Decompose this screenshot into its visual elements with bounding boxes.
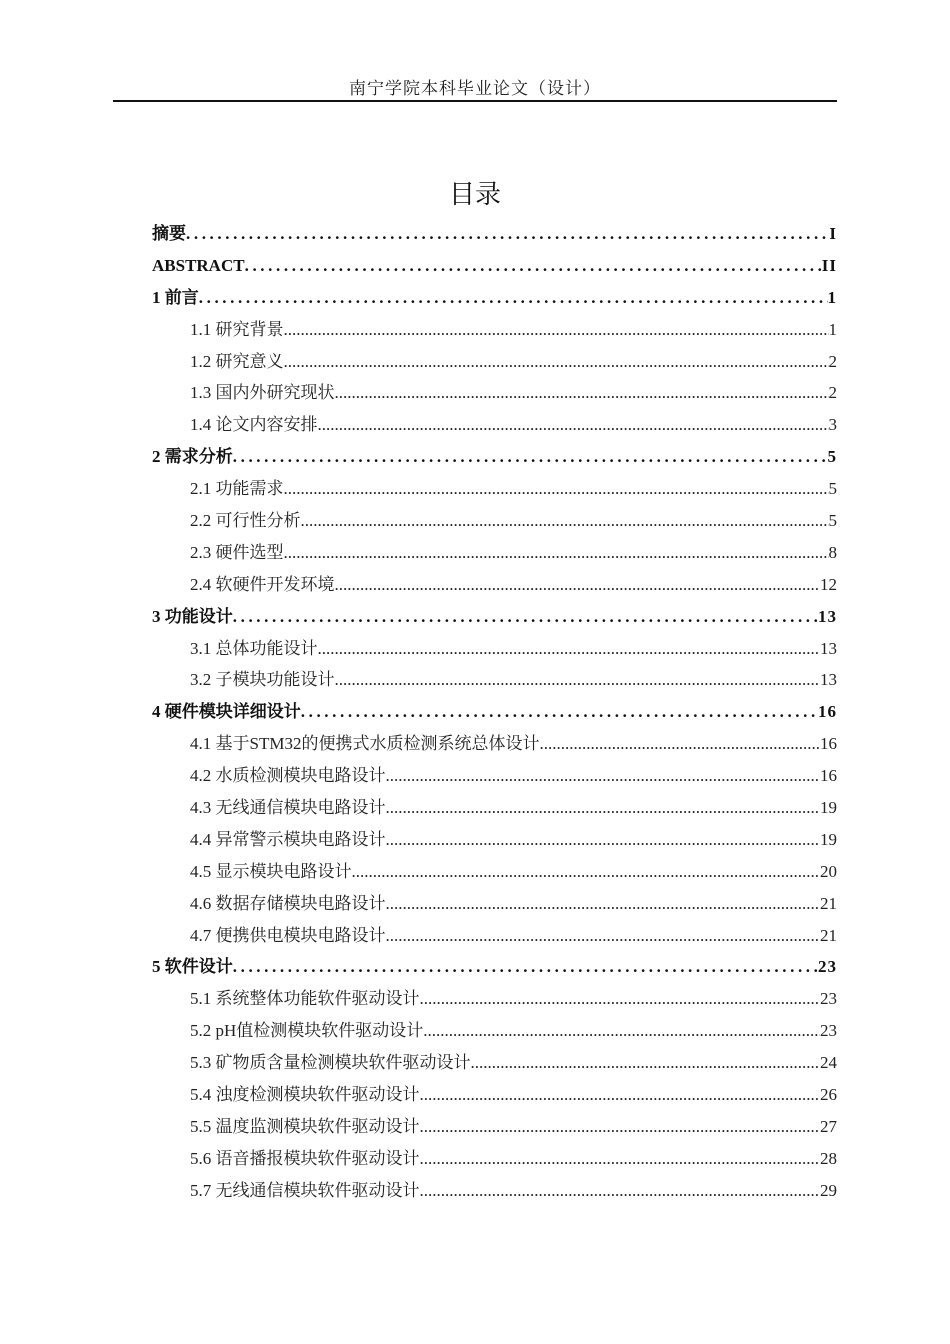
toc-dot-leader — [386, 824, 821, 856]
toc-dot-leader — [352, 856, 821, 888]
toc-page-number: 3 — [828, 415, 837, 435]
toc-dot-leader — [386, 760, 821, 792]
toc-page-number: 27 — [820, 1116, 837, 1136]
toc-page-number: 2 — [828, 351, 837, 371]
toc-section-entry[interactable] — [152, 824, 837, 856]
toc-page-number: 13 — [820, 670, 837, 690]
toc-page-number: 5 — [827, 447, 837, 467]
toc-page-number: 13 — [820, 638, 837, 658]
toc-section-entry[interactable] — [152, 409, 837, 441]
toc-page-number: 28 — [820, 1148, 837, 1168]
toc-section-entry[interactable] — [152, 856, 837, 888]
toc-entry-label: 5.4 浊度检测模块软件驱动设计 — [190, 1085, 420, 1105]
toc-page-number: 1 — [828, 319, 837, 339]
toc-section-entry[interactable] — [152, 473, 837, 505]
toc-dot-leader — [199, 282, 828, 314]
toc-section-entry[interactable] — [152, 1047, 837, 1079]
toc-section-entry[interactable] — [152, 314, 837, 346]
toc-entry-label: 1.1 研究背景 — [190, 319, 284, 339]
toc-section-entry[interactable] — [152, 888, 837, 920]
toc-dot-leader — [335, 664, 821, 696]
toc-dot-leader — [420, 1079, 821, 1111]
toc-dot-leader — [420, 1111, 821, 1143]
toc-section-entry[interactable] — [152, 1079, 837, 1111]
toc-page-number: 19 — [820, 829, 837, 849]
toc-page-number: 21 — [820, 893, 837, 913]
toc-page-number: 23 — [820, 989, 837, 1009]
toc-page-number: 23 — [818, 957, 837, 977]
toc-page-number: 1 — [827, 287, 837, 307]
toc-section-entry[interactable] — [152, 728, 837, 760]
toc-dot-leader — [420, 1175, 821, 1207]
toc-page-number: 12 — [820, 574, 837, 594]
toc-dot-leader — [420, 1143, 821, 1175]
toc-entry-label: 5.7 无线通信模块软件驱动设计 — [190, 1180, 420, 1200]
toc-section-entry[interactable] — [152, 537, 837, 569]
toc-entry-label: 1 前言 — [152, 287, 199, 307]
toc-dot-leader — [245, 250, 822, 282]
toc-section-entry[interactable] — [152, 569, 837, 601]
toc-dot-leader — [539, 728, 820, 760]
toc-dot-leader — [233, 601, 818, 633]
toc-section-entry[interactable] — [152, 377, 837, 409]
toc-page-number: 2 — [828, 383, 837, 403]
toc-entry-label: 2.4 软硬件开发环境 — [190, 574, 335, 594]
toc-page-number: I — [829, 224, 837, 243]
toc-entry-label: 1.3 国内外研究现状 — [190, 383, 335, 403]
header-divider — [113, 100, 837, 102]
toc-chapter-entry[interactable] — [152, 601, 837, 633]
toc-dot-leader — [284, 346, 829, 378]
toc-section-entry[interactable] — [152, 983, 837, 1015]
toc-dot-leader — [301, 696, 818, 728]
toc-page-number: 21 — [820, 925, 837, 945]
toc-dot-leader — [284, 537, 829, 569]
toc-entry-label: 3 功能设计 — [152, 606, 233, 626]
toc-dot-leader — [386, 792, 821, 824]
toc-section-entry[interactable] — [152, 505, 837, 537]
toc-chapter-entry[interactable] — [152, 441, 837, 473]
toc-entry-label: 2 需求分析 — [152, 447, 233, 467]
toc-entry-label: 5.1 系统整体功能软件驱动设计 — [190, 989, 420, 1009]
toc-section-entry[interactable] — [152, 792, 837, 824]
toc-dot-leader — [301, 505, 829, 537]
toc-page-number: 16 — [820, 766, 837, 786]
toc-entry-label: 5.2 pH值检测模块软件驱动设计 — [190, 1021, 424, 1041]
toc-chapter-entry[interactable] — [152, 250, 837, 282]
toc-dot-leader — [471, 1047, 821, 1079]
toc-page-number: 23 — [820, 1021, 837, 1041]
toc-entry-label: 4.4 异常警示模块电路设计 — [190, 829, 386, 849]
toc-entry-label: 5.5 温度监测模块软件驱动设计 — [190, 1116, 420, 1136]
toc-section-entry[interactable] — [152, 633, 837, 665]
table-of-contents — [152, 218, 837, 1207]
toc-page-number: 16 — [818, 702, 837, 722]
toc-section-entry[interactable] — [152, 1175, 837, 1207]
toc-entry-label: 2.1 功能需求 — [190, 479, 284, 499]
toc-page-number: 19 — [820, 798, 837, 818]
toc-page-number: 13 — [818, 606, 837, 626]
toc-entry-label: 摘要 — [152, 224, 186, 243]
toc-dot-leader — [284, 473, 829, 505]
toc-entry-label: 5 软件设计 — [152, 957, 233, 977]
toc-entry-label: 2.3 硬件选型 — [190, 542, 284, 562]
toc-dot-leader — [186, 218, 829, 250]
toc-chapter-entry[interactable] — [152, 951, 837, 983]
toc-dot-leader — [386, 920, 821, 952]
toc-section-entry[interactable] — [152, 1143, 837, 1175]
toc-entry-label: 4.6 数据存储模块电路设计 — [190, 893, 386, 913]
toc-entry-label: 4.1 基于STM32的便携式水质检测系统总体设计 — [190, 734, 540, 754]
toc-page-number: II — [821, 255, 837, 275]
toc-dot-leader — [233, 951, 818, 983]
page-header: 南宁学院本科毕业论文（设计） — [349, 79, 601, 98]
toc-section-entry[interactable] — [152, 664, 837, 696]
toc-section-entry[interactable] — [152, 920, 837, 952]
toc-entry-label: 4.3 无线通信模块电路设计 — [190, 798, 386, 818]
toc-chapter-entry[interactable] — [152, 218, 837, 250]
toc-entry-label: 1.4 论文内容安排 — [190, 415, 318, 435]
toc-entry-label: 3.1 总体功能设计 — [190, 638, 318, 658]
toc-page-number: 20 — [820, 861, 837, 881]
toc-entry-label: 1.2 研究意义 — [190, 351, 284, 371]
toc-page-number: 16 — [820, 734, 837, 754]
toc-entry-label: 5.3 矿物质含量检测模块软件驱动设计 — [190, 1053, 471, 1073]
toc-entry-label: 4 硬件模块详细设计 — [152, 702, 301, 722]
toc-entry-label: 5.6 语音播报模块软件驱动设计 — [190, 1148, 420, 1168]
toc-page-number: 24 — [820, 1053, 837, 1073]
toc-dot-leader — [423, 1015, 820, 1047]
toc-dot-leader — [318, 633, 821, 665]
toc-dot-leader — [318, 409, 829, 441]
toc-chapter-entry[interactable] — [152, 696, 837, 728]
toc-section-entry[interactable] — [152, 1111, 837, 1143]
toc-dot-leader — [335, 569, 821, 601]
toc-page-number: 5 — [828, 479, 837, 499]
toc-page-number: 29 — [820, 1180, 837, 1200]
toc-dot-leader — [386, 888, 821, 920]
toc-dot-leader — [233, 441, 828, 473]
toc-chapter-entry[interactable] — [152, 282, 837, 314]
toc-entry-label: 4.7 便携供电模块电路设计 — [190, 925, 386, 945]
toc-dot-leader — [284, 314, 829, 346]
toc-page-number: 8 — [828, 542, 837, 562]
toc-entry-label: 4.5 显示模块电路设计 — [190, 861, 352, 881]
toc-section-entry[interactable] — [152, 346, 837, 378]
toc-dot-leader — [335, 377, 829, 409]
toc-entry-label: 3.2 子模块功能设计 — [190, 670, 335, 690]
toc-page-number: 5 — [828, 511, 837, 531]
toc-section-entry[interactable] — [152, 1015, 837, 1047]
toc-title: 目录 — [448, 180, 501, 210]
toc-page-number: 26 — [820, 1085, 837, 1105]
toc-entry-label: ABSTRACT — [152, 255, 245, 275]
toc-entry-label: 2.2 可行性分析 — [190, 511, 301, 531]
toc-dot-leader — [420, 983, 821, 1015]
toc-section-entry[interactable] — [152, 760, 837, 792]
toc-entry-label: 4.2 水质检测模块电路设计 — [190, 766, 386, 786]
